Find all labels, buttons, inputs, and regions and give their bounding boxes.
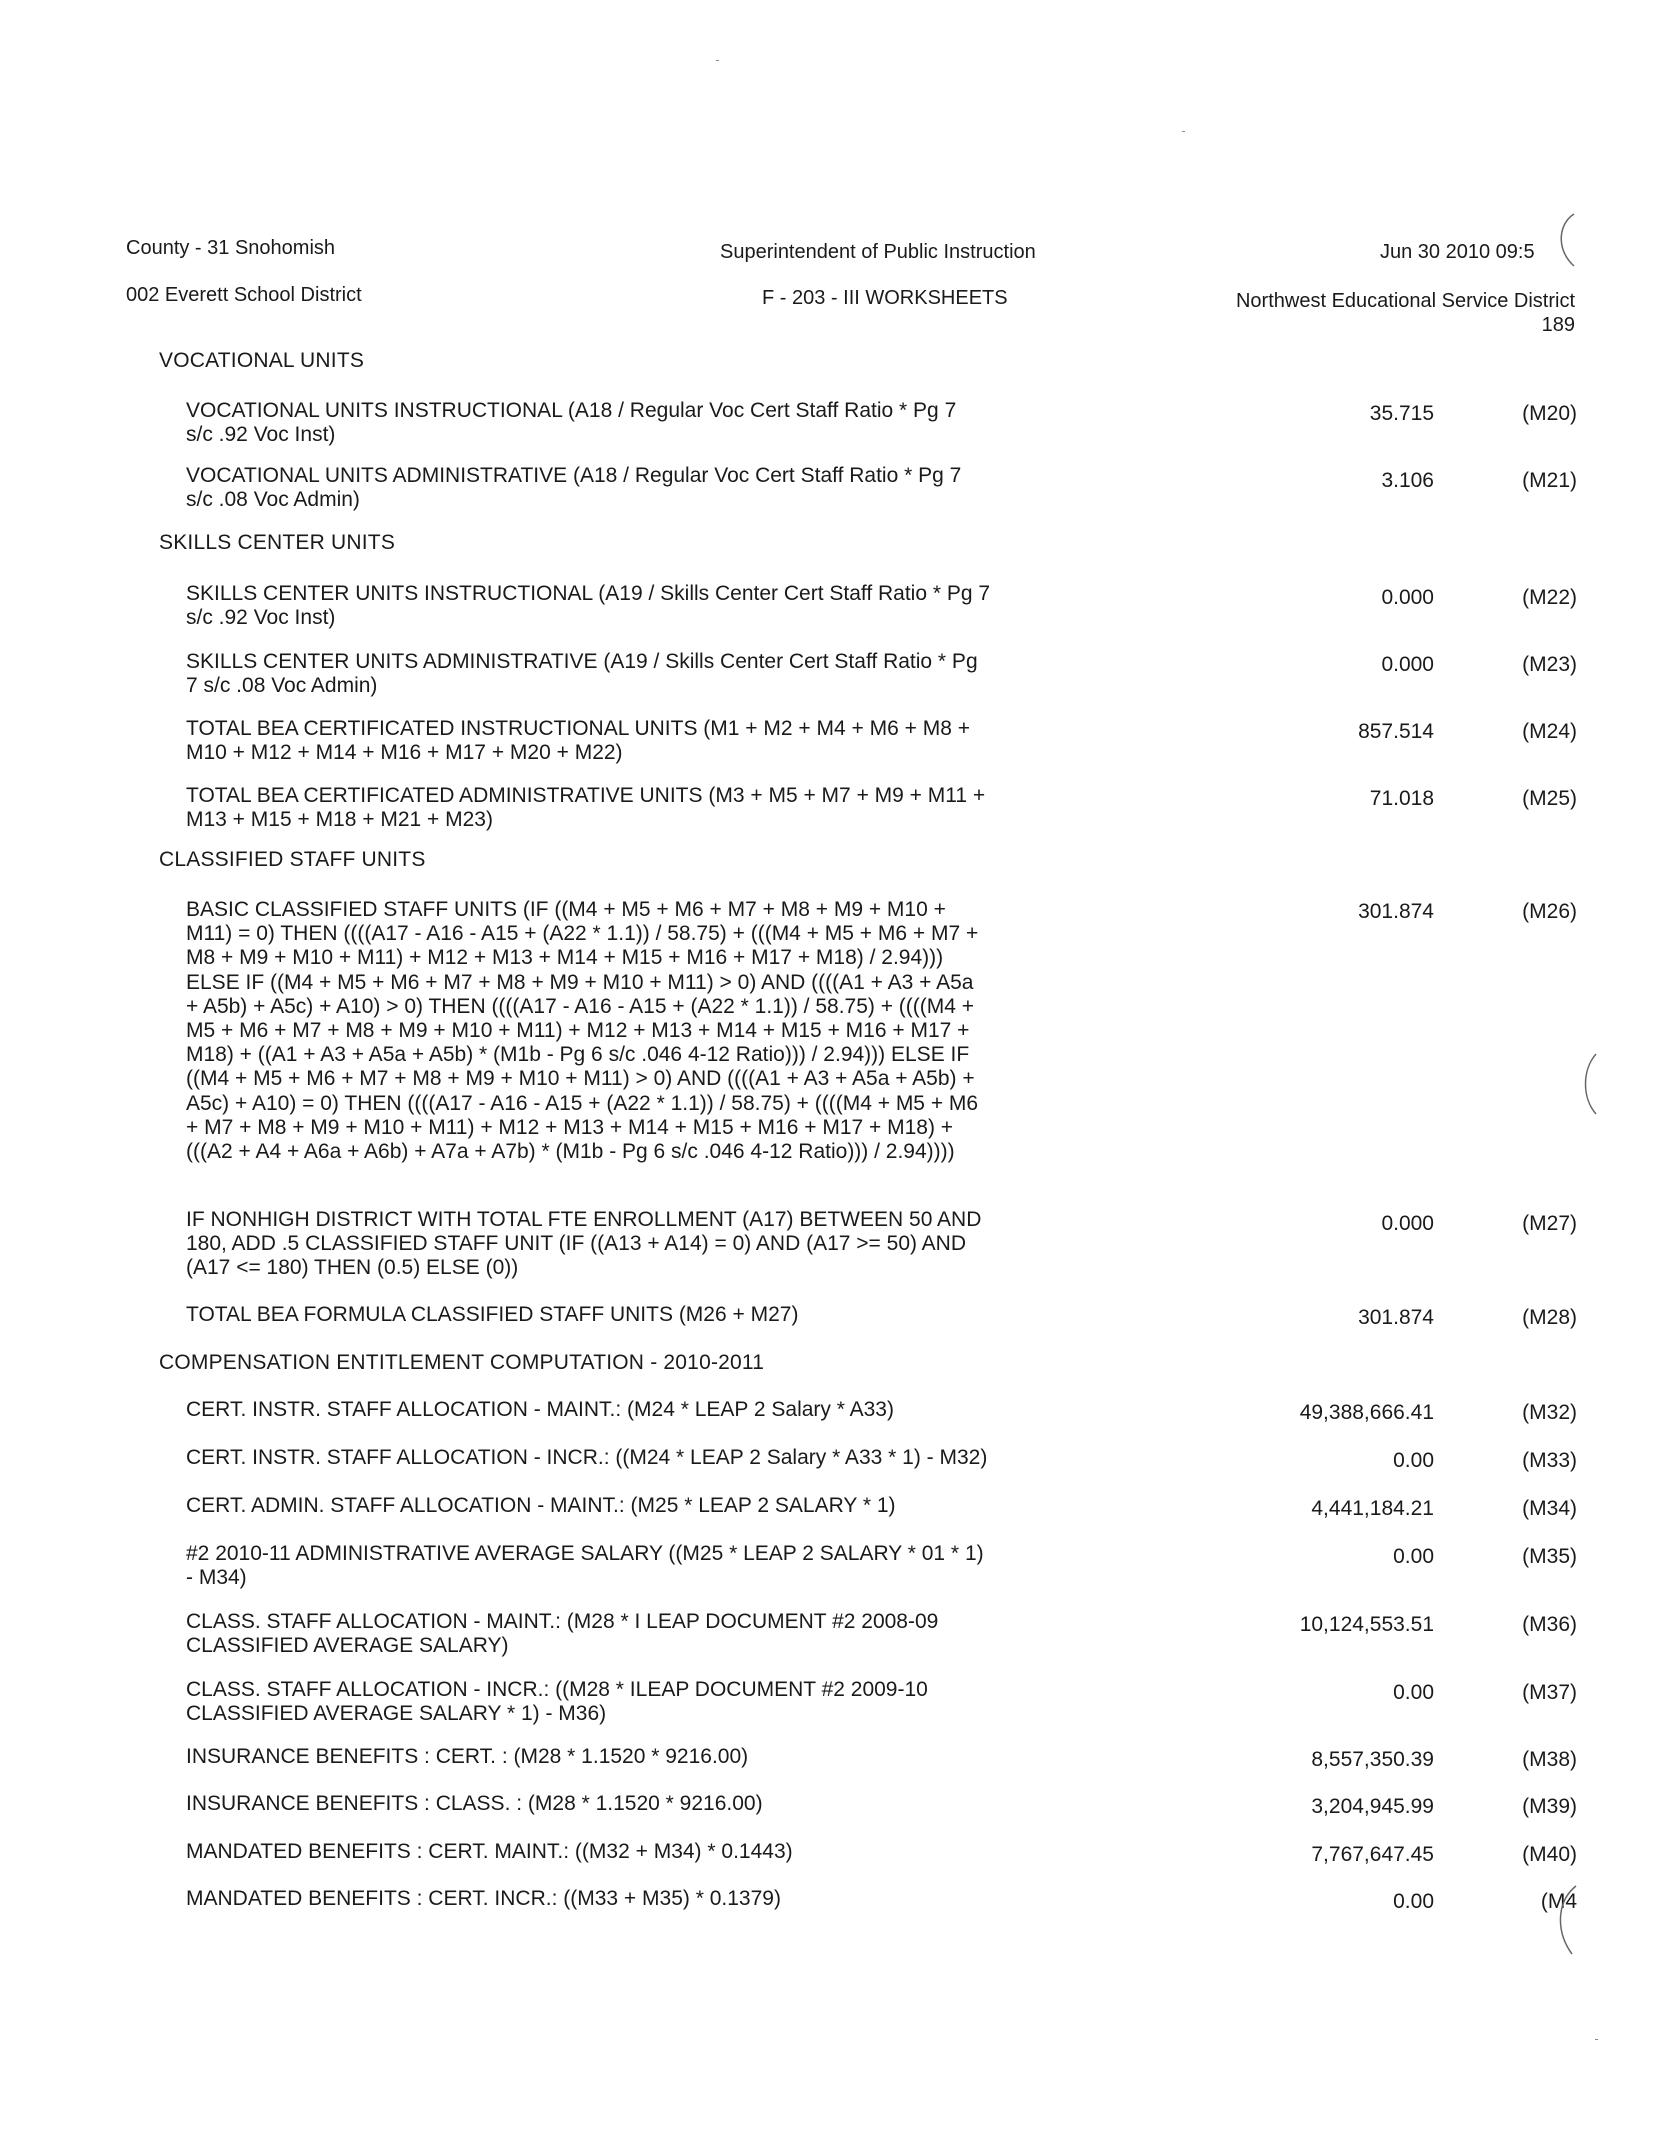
row-value: 0.00 <box>1393 1449 1434 1472</box>
row-value: 7,767,647.45 <box>1311 1843 1434 1866</box>
agency-label: Superintendent of Public Instruction <box>720 241 1036 263</box>
row-value: 301.874 <box>1358 1306 1434 1329</box>
row-value: 35.715 <box>1369 402 1434 425</box>
row-description: SKILLS CENTER UNITS INSTRUCTIONAL (A19 / Skills Center Cert Staff Ratio * Pg 7 s/c .92 Voc Inst) <box>186 582 991 630</box>
row-code: (M32) <box>1522 1401 1577 1424</box>
row-description: CERT. INSTR. STAFF ALLOCATION - MAINT.: (M24 * LEAP 2 Salary * A33) <box>186 1398 894 1421</box>
row-value: 301.874 <box>1358 900 1434 923</box>
row-description: VOCATIONAL UNITS ADMINISTRATIVE (A18 / Regular Voc Cert Staff Ratio * Pg 7 s/c .08 Voc Admin) <box>186 464 962 512</box>
row-description: CERT. ADMIN. STAFF ALLOCATION - MAINT.: (M25 * LEAP 2 SALARY * 1) <box>186 1494 896 1517</box>
row-code: (M22) <box>1522 586 1577 609</box>
form-label: F - 203 - III WORKSHEETS <box>762 287 1008 309</box>
county-label: County - 31 Snohomish <box>126 237 336 259</box>
row-value: 8,557,350.39 <box>1311 1748 1434 1771</box>
row-value: 3,204,945.99 <box>1311 1795 1434 1818</box>
row-code: (M38) <box>1522 1748 1577 1771</box>
row-code: (M40) <box>1522 1843 1577 1866</box>
scan-speck-decoration <box>1595 2039 1598 2040</box>
scan-speck-decoration <box>716 60 719 61</box>
row-code: (M20) <box>1522 402 1577 425</box>
row-value: 0.000 <box>1381 1212 1434 1235</box>
row-code: (M28) <box>1522 1306 1577 1329</box>
row-code: (M27) <box>1522 1212 1577 1235</box>
esd-number: 189 <box>1541 314 1575 336</box>
row-value: 10,124,553.51 <box>1299 1613 1434 1636</box>
row-description: MANDATED BENEFITS : CERT. INCR.: ((M33 + M35) * 0.1379) <box>186 1887 781 1910</box>
row-value: 71.018 <box>1369 787 1434 810</box>
row-code: (M26) <box>1522 900 1577 923</box>
row-description: INSURANCE BENEFITS : CLASS. : (M28 * 1.1520 * 9216.00) <box>186 1792 763 1815</box>
row-description: TOTAL BEA CERTIFICATED INSTRUCTIONAL UNITS (M1 + M2 + M4 + M6 + M8 + M10 + M12 + M14 + M16 + M17 + M20 + M22) <box>186 717 970 765</box>
row-description: TOTAL BEA CERTIFICATED ADMINISTRATIVE UNITS (M3 + M5 + M7 + M9 + M11 + M13 + M15 + M18 + M21 + M23) <box>186 784 986 832</box>
row-description: INSURANCE BENEFITS : CERT. : (M28 * 1.1520 * 9216.00) <box>186 1745 749 1768</box>
row-description: TOTAL BEA FORMULA CLASSIFIED STAFF UNITS (M26 + M27) <box>186 1303 799 1326</box>
row-description: CERT. INSTR. STAFF ALLOCATION - INCR.: ((M24 * LEAP 2 Salary * A33 * 1) - M32) <box>186 1446 988 1469</box>
scan-mark-decoration <box>1548 210 1588 270</box>
row-value: 0.00 <box>1393 1545 1434 1568</box>
row-description: VOCATIONAL UNITS INSTRUCTIONAL (A18 / Regular Voc Cert Staff Ratio * Pg 7 s/c .92 Voc Inst) <box>186 399 957 447</box>
section-title: VOCATIONAL UNITS <box>159 349 365 372</box>
scan-mark-decoration <box>1576 1050 1606 1120</box>
section-title: CLASSIFIED STAFF UNITS <box>159 848 426 871</box>
row-description: #2 2010-11 ADMINISTRATIVE AVERAGE SALARY ((M25 * LEAP 2 SALARY * 01 * 1) - M34) <box>186 1542 984 1590</box>
row-code: (M39) <box>1522 1795 1577 1818</box>
row-code: (M4 <box>1540 1890 1577 1913</box>
row-value: 0.000 <box>1381 653 1434 676</box>
district-label: 002 Everett School District <box>126 284 362 306</box>
row-description: SKILLS CENTER UNITS ADMINISTRATIVE (A19 / Skills Center Cert Staff Ratio * Pg 7 s/c .08 Voc Admin) <box>186 650 978 698</box>
row-value: 4,441,184.21 <box>1311 1497 1434 1520</box>
row-value: 0.000 <box>1381 586 1434 609</box>
row-value: 0.00 <box>1393 1681 1434 1704</box>
row-value: 49,388,666.41 <box>1299 1401 1434 1424</box>
row-value: 3.106 <box>1381 469 1434 492</box>
section-title: COMPENSATION ENTITLEMENT COMPUTATION - 2010-2011 <box>159 1351 765 1374</box>
row-description: CLASS. STAFF ALLOCATION - MAINT.: (M28 * I LEAP DOCUMENT #2 2008-09 CLASSIFIED AVERAGE SALARY) <box>186 1610 939 1658</box>
section-title: SKILLS CENTER UNITS <box>159 531 396 554</box>
row-code: (M33) <box>1522 1449 1577 1472</box>
row-code: (M21) <box>1522 469 1577 492</box>
row-code: (M37) <box>1522 1681 1577 1704</box>
row-code: (M36) <box>1522 1613 1577 1636</box>
row-description: IF NONHIGH DISTRICT WITH TOTAL FTE ENROLLMENT (A17) BETWEEN 50 AND 180, ADD .5 CLASSIFIED STAFF UNIT (IF ((A13 + A14) = 0) AND (A17 >= 50) AND (A17 <= 180) THEN (0.5) ELSE (0)) <box>186 1208 982 1280</box>
row-code: (M34) <box>1522 1497 1577 1520</box>
row-description: MANDATED BENEFITS : CERT. MAINT.: ((M32 + M34) * 0.1443) <box>186 1840 793 1863</box>
row-code: (M23) <box>1522 653 1577 676</box>
esd-label: Northwest Educational Service District <box>1235 290 1575 312</box>
row-description: CLASS. STAFF ALLOCATION - INCR.: ((M28 * ILEAP DOCUMENT #2 2009-10 CLASSIFIED AVERAGE SALARY * 1) - M36) <box>186 1678 928 1726</box>
scan-mark-decoration <box>1546 1880 1586 1960</box>
row-value: 857.514 <box>1358 720 1434 743</box>
row-description: BASIC CLASSIFIED STAFF UNITS (IF ((M4 + M5 + M6 + M7 + M8 + M9 + M10 + M11) = 0) THEN ((((A17 - A16 - A15 + (A22 * 1.1)) / 58.75) + (((M4 + M5 + M6 + M7 + M8 + M9 + M10 + M11) + M12 + M13 + M14 + M15 + M16 + M17 + M18) / 2.94))) ELSE IF ((M4 + M5 + M6 + M7 + M8 + M9 + M10 + M11) > 0) AND ((((A1 + A3 + A5a + A5b) + A5c) + A10) > 0) THEN ((((A17 - A16 - A15 + (A22 * 1.1)) / 58.75) + ((((M4 + M5 + M6 + M7 + M8 + M9 + M10 + M11) + M12 + M13 + M14 + M15 + M16 + M17 + M18) + ((A1 + A3 + A5a + A5b) * (M1b - Pg 6 s/c .046 4-12 Ratio))) / 2.94))) ELSE IF ((M4 + M5 + M6 + M7 + M8 + M9 + M10 + M11) > 0) AND ((((A1 + A3 + A5a + A5b) + A5c) + A10) = 0) THEN ((((A17 - A16 - A15 + (A22 * 1.1)) / 58.75) + ((((M4 + M5 + M6 + M7 + M8 + M9 + M10 + M11) + M12 + M13 + M14 + M15 + M16 + M17 + M18) + (((A2 + A4 + A6a + A6b) + A7a + A7b) * (M1b - Pg 6 s/c .046 4-12 Ratio))) / 2.94)))) <box>186 898 979 1164</box>
row-code: (M25) <box>1522 787 1577 810</box>
row-code: (M35) <box>1522 1545 1577 1568</box>
scan-speck-decoration <box>1182 131 1185 132</box>
report-date: Jun 30 2010 09:5 <box>1380 241 1535 263</box>
row-value: 0.00 <box>1393 1890 1434 1913</box>
row-code: (M24) <box>1522 720 1577 743</box>
